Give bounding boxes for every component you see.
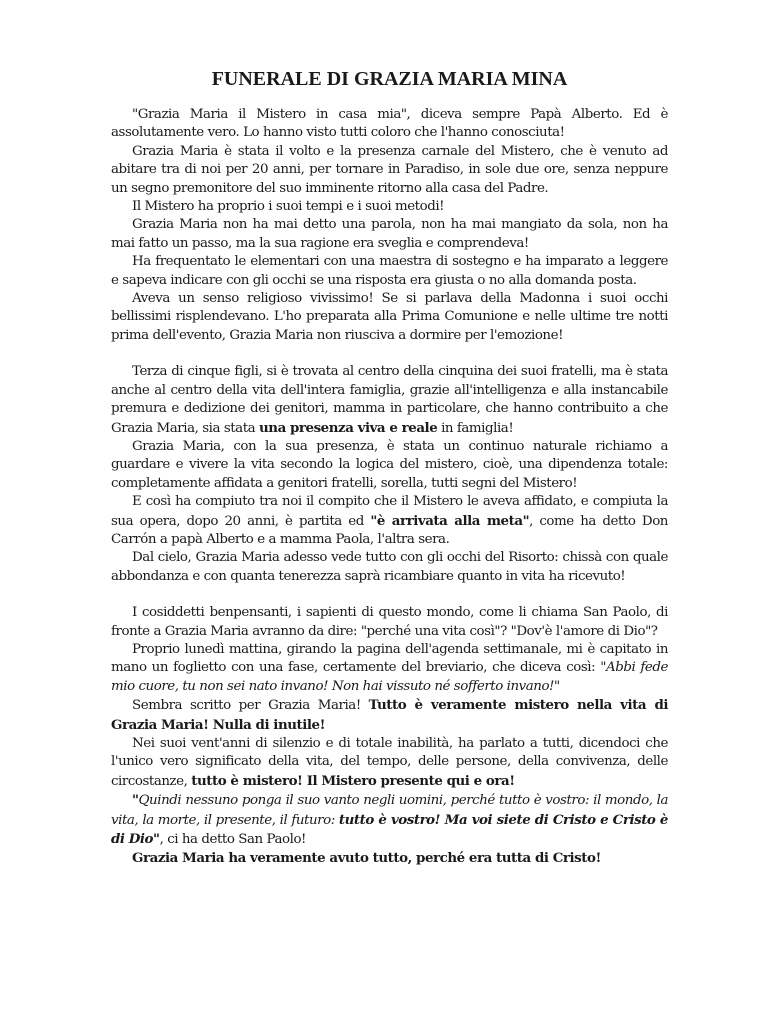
paragraph-16: Grazia Maria ha veramente avuto tutto, perché era tutta di Cristo! xyxy=(132,850,601,867)
paragraph-14-text: Nei suoi vent'anni di silenzio e di totale inabilità, ha parlato a tutti, dicendoci che l'unico vero significato della vita, del tempo, delle persone, della convivenza, delle circostanze, xyxy=(111,736,668,789)
paragraph-13 xyxy=(111,696,668,735)
paragraph-9-bold: "è arrivata alla meta" xyxy=(370,512,530,529)
paragraph-6: Aveva un senso religioso vivissimo! Se si parlava della Madonna i suoi occhi bellissimi risplendevano. L'ho preparata alla Prima Comunione e nelle ultime tre notti prima dell'evento, Grazia Maria non riusciva a dormire per l'emozione! xyxy=(111,291,668,343)
paragraph-7-bold: una presenza viva e reale xyxy=(259,419,438,436)
paragraph-1: "Grazia Maria il Mistero in casa mia", diceva sempre Papà Alberto. Ed è assolutamente vero. Lo hanno visto tutti coloro che l'hanno conosciuta! xyxy=(111,107,668,141)
paragraph-9-text: E così ha compiuto tra noi il compito che il Mistero le aveva affidato, e compiuta la sua opera, dopo 20 anni, è partita ed xyxy=(111,494,668,529)
paragraph-5: Ha frequentato le elementari con una maestra di sostegno e ha imparato a leggere e sapeva indicare con gli occhi se una risposta era giusta o no alla domanda posta. xyxy=(111,254,668,288)
paragraph-11: I cosiddetti benpensanti, i sapienti di questo mondo, come li chiama San Paolo, di fronte a Grazia Maria avranno da dire: "perché una vita così"? "Dov'è l'amore di Dio"? xyxy=(111,605,668,639)
paragraph-9-end: , come ha detto Don Carrón a papà Alberto e a mamma Paola, l'altra sera. xyxy=(111,513,668,547)
paragraph-8: Grazia Maria, con la sua presenza, è stata un continuo naturale richiamo a guardare e vivere la vita secondo la logica del mistero, cioè, una dipendenza totale: completamente affidata a genitori fratelli, sorella, tutti segni del Mistero! xyxy=(111,438,668,491)
paragraph-14-bold: tutto è mistero! Il Mistero presente qui e ora! xyxy=(191,772,515,789)
paragraph-12-quote: "Abbi fede mio cuore, tu non sei nato invano! Non hai vissuto né sofferto invano!" xyxy=(111,660,668,694)
paragraph-7 xyxy=(111,363,668,438)
paragraph-7-text: Terza di cinque figli, si è trovata al centro della cinquina dei suoi fratelli, ma è stata anche al centro della vita dell'intera famiglia, grazie all'intelligenza e alla instancabile premura e dedizione dei genitori, mamma in particolare, che hanno contribuito a che Grazia Maria, sia stata xyxy=(111,364,668,436)
paragraph-14 xyxy=(111,735,668,791)
paragraph-gap xyxy=(111,586,668,604)
paragraph-3: Il Mistero ha proprio i suoi tempi e i suoi metodi! xyxy=(132,199,445,215)
paragraph-4: Grazia Maria non ha mai detto una parola, non ha mai mangiato da sola, non ha mai fatto un passo, ma la sua ragione era sveglia e comprendeva! xyxy=(111,217,668,251)
paragraph-12-text: Proprio lunedì mattina, girando la pagina dell'agenda settimanale, mi è capitato in mano un foglietto con una fase, certamente del breviario, che diceva così: xyxy=(111,641,668,676)
paragraph-15-bold-quote: tutto è vostro! Ma voi siete di Cristo e Cristo è di Dio" xyxy=(111,811,668,848)
paragraph-15 xyxy=(111,791,668,849)
document-title: FUNERALE DI GRAZIA MARIA MINA xyxy=(211,68,568,90)
paragraph-15-quote: Quindi nessuno ponga il suo vanto negli uomini, perché tutto è vostro: il mondo, la vita, la morte, il presente, il futuro: xyxy=(111,793,668,828)
paragraph-7-end: in famiglia! xyxy=(437,420,514,436)
paragraph-2: Grazia Maria è stata il volto e la presenza carnale del Mistero, che è venuto ad abitare tra di noi per 20 anni, per tornare in Paradiso, in sole due ore, senza neppure un segno premonitore del suo imminente ritorno alla casa del Padre. xyxy=(111,143,668,196)
paragraph-12 xyxy=(111,641,668,696)
paragraph-13-bold: Tutto è veramente mistero nella vita di Grazia Maria! Nulla di inutile! xyxy=(111,697,668,733)
paragraph-15-open-quote: " xyxy=(132,792,139,809)
paragraph-13-text: Sembra scritto per Grazia Maria! xyxy=(132,698,369,714)
document-page xyxy=(111,64,668,868)
paragraph-gap xyxy=(111,345,668,363)
paragraph-9 xyxy=(111,493,668,549)
paragraph-10: Dal cielo, Grazia Maria adesso vede tutto con gli occhi del Risorto: chissà con quale abbondanza e con quanta tenerezza saprà ricambiare quanto in vita ha ricevuto! xyxy=(111,550,668,584)
paragraph-15-end: , ci ha detto San Paolo! xyxy=(159,832,306,848)
